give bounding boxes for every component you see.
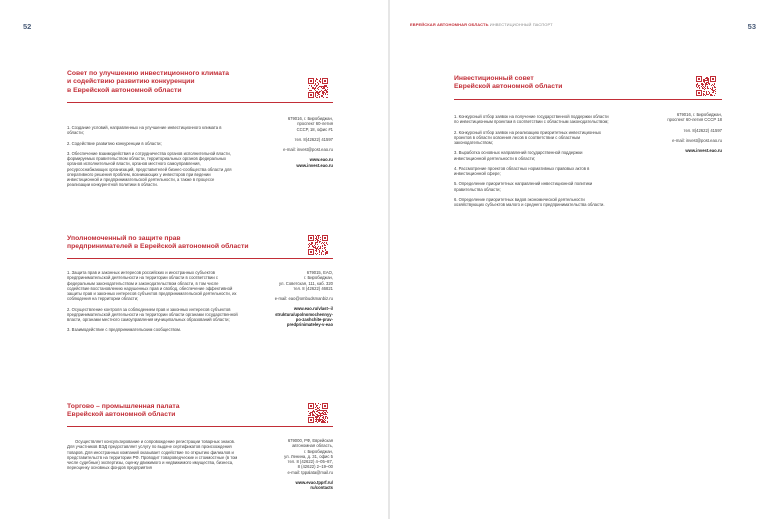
function-item: 4. Рассмотрение проектов областных нормативных правовых актов в инвестиционной сфере; — [454, 165, 590, 176]
contact-website-link[interactable]: www.eao.ru/vlast--i/ struktura/upolnomochennyy- po-zashchite-prav- predprinimateley-v-eao — [275, 306, 333, 327]
section-contact — [244, 438, 333, 490]
section-title: Уполномоченный по защите прав предпринимателей в Еврейской автономной области — [67, 235, 249, 251]
contact-website-link[interactable]: www.invest.eao.ru — [296, 162, 333, 168]
section-functions — [67, 270, 238, 333]
contact-address: 679016, г. Биробиджан, проспект 60-летия СССР, 18, офис #1 — [287, 116, 333, 132]
section-functions — [67, 439, 238, 471]
contact-email[interactable]: e-mail: eao@ombudsmanbiz.ru — [274, 296, 333, 301]
function-item: 1. Конкурсный отбор заявок на получение государственной поддержки области по инвестиционным проектам в соответствии с областным законодательством; — [454, 114, 609, 125]
section-divider — [67, 258, 333, 259]
section-divider — [454, 99, 722, 100]
function-item: 3. Выработка основных направлений государственной поддержки инвестиционной деятельности в области; — [454, 150, 583, 161]
function-item: 2. Осуществление контроля за соблюдением прав и законных интересов субъектов предпринимательской деятельности на территории области органами государственной власти, органами местного самоуправления муниципальных образований области; — [67, 306, 238, 322]
section-functions — [67, 125, 238, 188]
contact-email[interactable]: e-mail: invest@post.eao.ru — [672, 137, 722, 143]
running-header-region: ЕВРЕЙСКАЯ АВТОНОМНАЯ ОБЛАСТЬ — [410, 22, 489, 27]
function-item: 1. Защита прав и законных интересов российских и иностранных субъектов предпринимательской деятельности на территории области в соответствии с федеральным законодательством и законодательством области, в том числе содействие восстановлению нарушенных прав и свобод, обеспечение эффективной защиты прав и законных интересов субъектов предпринимательской деятельности, их соблюдения на территории области; — [67, 270, 237, 302]
section-contact — [244, 116, 333, 168]
contact-phone: тел. 8 (42622) 46821 — [293, 285, 333, 291]
contact-website-link[interactable]: www.evao.tpprf.ru/ ru/contacts — [295, 479, 333, 490]
section-title: Инвестиционный совет Еврейской автономной области — [454, 75, 563, 91]
function-item: 5. Определение приоритетных направлений инвестиционной политики правительства области; — [454, 181, 593, 192]
function-item: 1. Создание условий, направленных на улучшение инвестиционного климата в области; — [67, 125, 222, 136]
qr-code-icon — [308, 235, 328, 255]
contact-address: 679015, ЕАО, г. Биробиджан, ул. Советская, 111, каб. 320 — [279, 270, 333, 286]
contact-email[interactable]: e-mail: invest@post.eao.ru — [283, 147, 333, 152]
function-item: 2. Содействие развитию конкуренции в области; — [67, 140, 162, 146]
section-functions — [454, 114, 609, 207]
section-title: Совет по улучшению инвестиционного климата и содействию развитию конкуренции в Еврейской автономной области — [67, 70, 230, 94]
section-contact — [620, 112, 722, 153]
function-item: 6. Определение приоритетных видов экономической деятельности хозяйствующих субъектов малого и среднего предпринимательства области. — [454, 196, 605, 207]
right-page — [390, 0, 779, 519]
running-header — [410, 22, 553, 27]
left-page — [0, 0, 388, 519]
function-item: Осуществляет консультирование и сопровождение регистрации товарных знаков. Для участников ВЭД предоставляет услугу по выдаче сертификатов происхождения товаров. Для иностранных компаний оказывает содействие по открытию филиалов и представительств на территории РФ. Проводит товароведческие и стоимостные (в том числе судебные) экспертизы, оценку движимого и недвижимого имущества, бизнеса, переоценку основных фондов предприятия — [67, 439, 238, 471]
contact-phone: тел. 8(42622) 41597 — [294, 136, 333, 142]
qr-code-icon — [308, 403, 328, 423]
contact-website-link[interactable]: www.invest.eao.ru — [685, 148, 722, 153]
contact-website-link[interactable]: www.eao.ru — [309, 157, 333, 163]
contact-address: 679016, г. Биробиджан, проспект 60-летия СССР 18 — [667, 112, 722, 123]
contact-address: 679000, РФ, Еврейская автономная область, г. Биробиджан, ул. Ленина, д. 31, офис 5 — [284, 438, 333, 459]
running-header-title: ИНВЕСТИЦИОННЫЙ ПАСПОРТ — [489, 22, 553, 27]
section-divider — [67, 426, 333, 427]
contact-phone: тел. 8(42622) 41597 — [683, 127, 722, 133]
qr-code-icon — [696, 76, 716, 96]
qr-code-icon — [308, 78, 328, 98]
function-item: 3. Обеспечение взаимодействия и сотрудничества органов исполнительной власти, формируемых правительством области, территориальных органов федеральных органов исполнительной власти, органов местного самоуправления, ресурсоснабжающих организаций, представителей бизнес-сообщества области для оперативного решения проблем, возникающих у инвесторов при ведении инвестиционной и предпринимательской деятельности, а также в процессе реализации конкурентной политики в области. — [67, 150, 232, 188]
contact-phone: тел. 8 (42622) 4–05–87, 8 (42622) 2–19–00 — [287, 459, 333, 470]
section-contact — [240, 270, 333, 327]
left-page-number: 52 — [23, 22, 32, 31]
function-item: 3. Взаимодействие с предпринимательским сообществом. — [67, 327, 182, 333]
section-title: Торгово – промышленная палата Еврейской автономной области — [67, 403, 180, 419]
contact-email[interactable]: e-mail: tppalata@mail.ru — [287, 469, 333, 475]
right-page-number: 53 — [747, 22, 756, 31]
section-divider — [67, 102, 333, 103]
function-item: 2. Конкурсный отбор заявок на реализацию приоритетных инвестиционных проектов в области освоения лесов в соответствии с областным законодательством; — [454, 129, 601, 145]
